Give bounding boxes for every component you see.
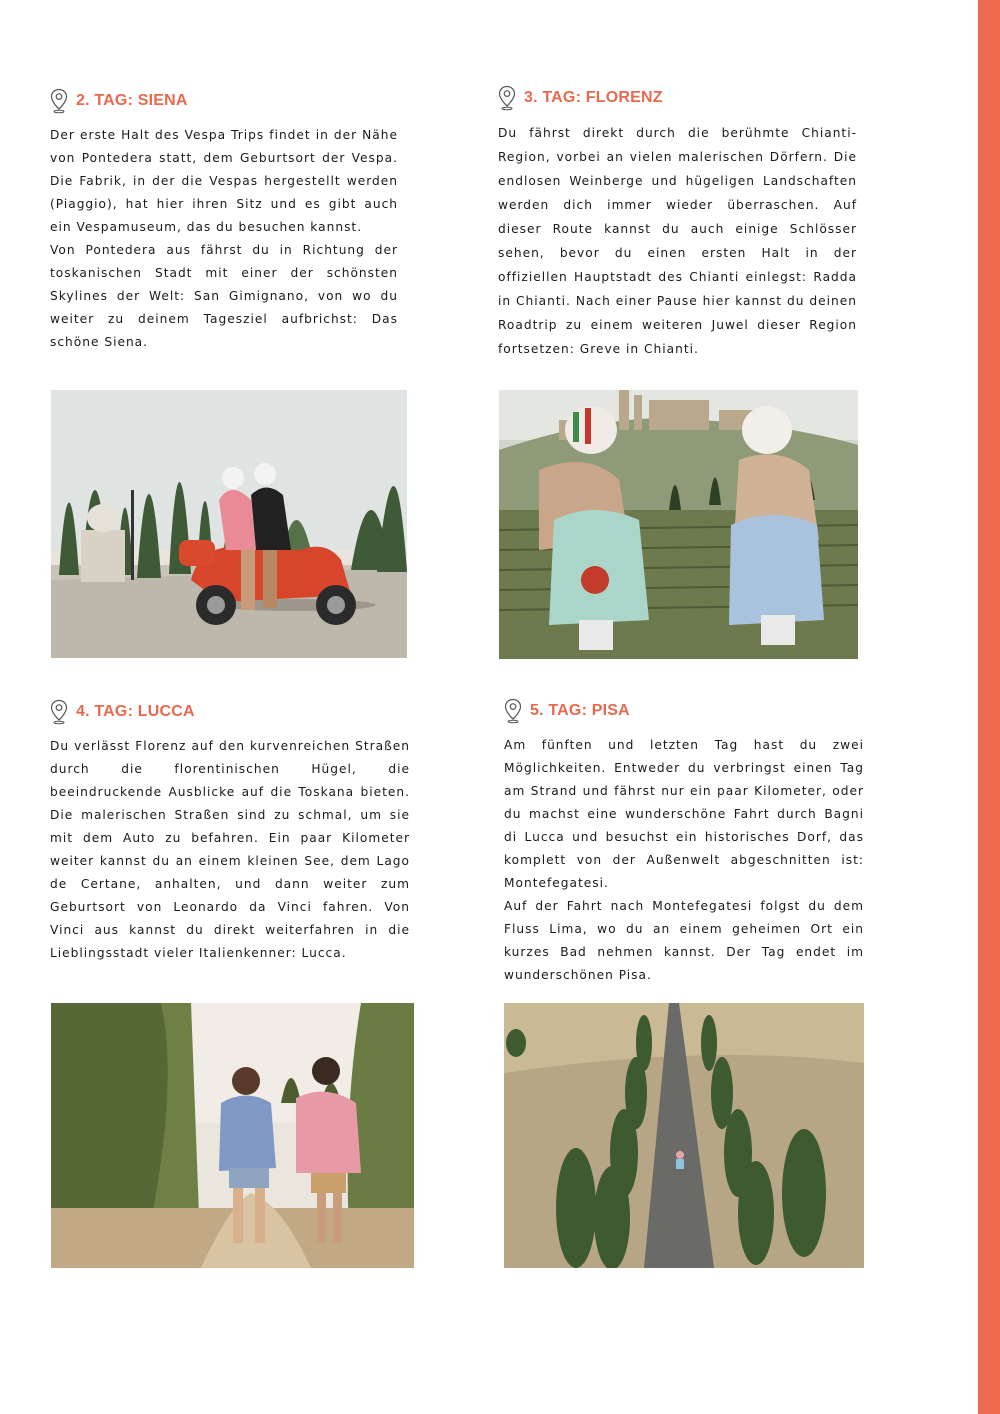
section-body bbox=[50, 735, 410, 965]
paragraph: Auf der Fahrt nach Montefegatesi folgst du dem Fluss Lima, wo du an einem geheimen Ort ein kurzes Bad nehmen kannst. Der Tag endet im wunderschönen Pisa. bbox=[504, 899, 864, 982]
section-florenz bbox=[498, 85, 857, 361]
section-siena bbox=[50, 88, 398, 354]
paragraph: Von Pontedera aus fährst du in Richtung der toskanischen Stadt mit einer der schönsten Skylines der Welt: San Gimignano, von wo du weiter zu deinem Tagesziel aufbrichst: Das schöne Siena. bbox=[50, 243, 398, 349]
photo-vineyard-women bbox=[51, 1003, 414, 1268]
section-heading bbox=[50, 88, 398, 114]
paragraph: Am fünften und letzten Tag hast du zwei Möglichkeiten. Entweder du verbringst einen Tag am Strand und fährst nur ein paar Kilometer, oder du machst eine wunderschöne Fahrt durch Bagni di Lucca und besuchst ein historisches Dorf, das komplett von der Außenwelt abgeschnitten ist: Montefegatesi. bbox=[504, 738, 864, 890]
section-lucca bbox=[50, 699, 410, 965]
section-heading bbox=[504, 698, 864, 724]
section-body bbox=[498, 121, 857, 361]
paragraph: Der erste Halt des Vespa Trips findet in der Nähe von Pontedera statt, dem Geburtsort der Vespa. Die Fabrik, in der die Vespas hergestellt werden (Piaggio), hat hier ihren Sitz und es gibt auch ein Vespamuseum, das du besuchen kannst. bbox=[50, 128, 398, 234]
accent-side-bar bbox=[978, 0, 1000, 1414]
section-body bbox=[504, 734, 864, 987]
location-pin-icon bbox=[50, 699, 68, 725]
section-heading bbox=[50, 699, 410, 725]
section-body bbox=[50, 124, 398, 354]
photo-vespa-couple bbox=[51, 390, 407, 658]
photo-vespa-riders-hilltown bbox=[499, 390, 858, 659]
location-pin-icon bbox=[498, 85, 516, 111]
section-title: 5. TAG: PISA bbox=[530, 702, 630, 719]
photo-cypress-road-aerial bbox=[504, 1003, 864, 1268]
section-title: 3. TAG: FLORENZ bbox=[524, 89, 663, 106]
location-pin-icon bbox=[50, 88, 68, 114]
section-title: 2. TAG: SIENA bbox=[76, 92, 188, 109]
section-title: 4. TAG: LUCCA bbox=[76, 703, 195, 720]
section-pisa bbox=[504, 698, 864, 987]
location-pin-icon bbox=[504, 698, 522, 724]
paragraph: Du fährst direkt durch die berühmte Chianti-Region, vorbei an vielen malerischen Dörfern. Die endlosen Weinberge und hügeligen Landschaften werden dich immer wieder überraschen. Auf dieser Route kannst du auch einige Schlösser sehen, bevor du einen ersten Halt in der offiziellen Hauptstadt des Chianti einlegst: Radda in Chianti. Nach einer Pause hier kannst du deinen Roadtrip zu einem weiteren Juwel dieser Region fortsetzen: Greve in Chianti. bbox=[498, 126, 857, 356]
paragraph: Du verlässt Florenz auf den kurvenreichen Straßen durch die florentinischen Hügel, die beeindruckende Ausblicke auf die Toskana bieten. Die malerischen Straßen sind zu schmal, um sie mit dem Auto zu befahren. Ein paar Kilometer weiter kannst du an einem kleinen See, dem Lago de Certane, anhalten, und dann weiter zum Geburtsort von Leonardo da Vinci fahren. Von Vinci aus kannst du direkt weiterfahren in die Lieblingsstadt vieler Italienkenner: Lucca. bbox=[50, 739, 410, 960]
section-heading bbox=[498, 85, 857, 111]
